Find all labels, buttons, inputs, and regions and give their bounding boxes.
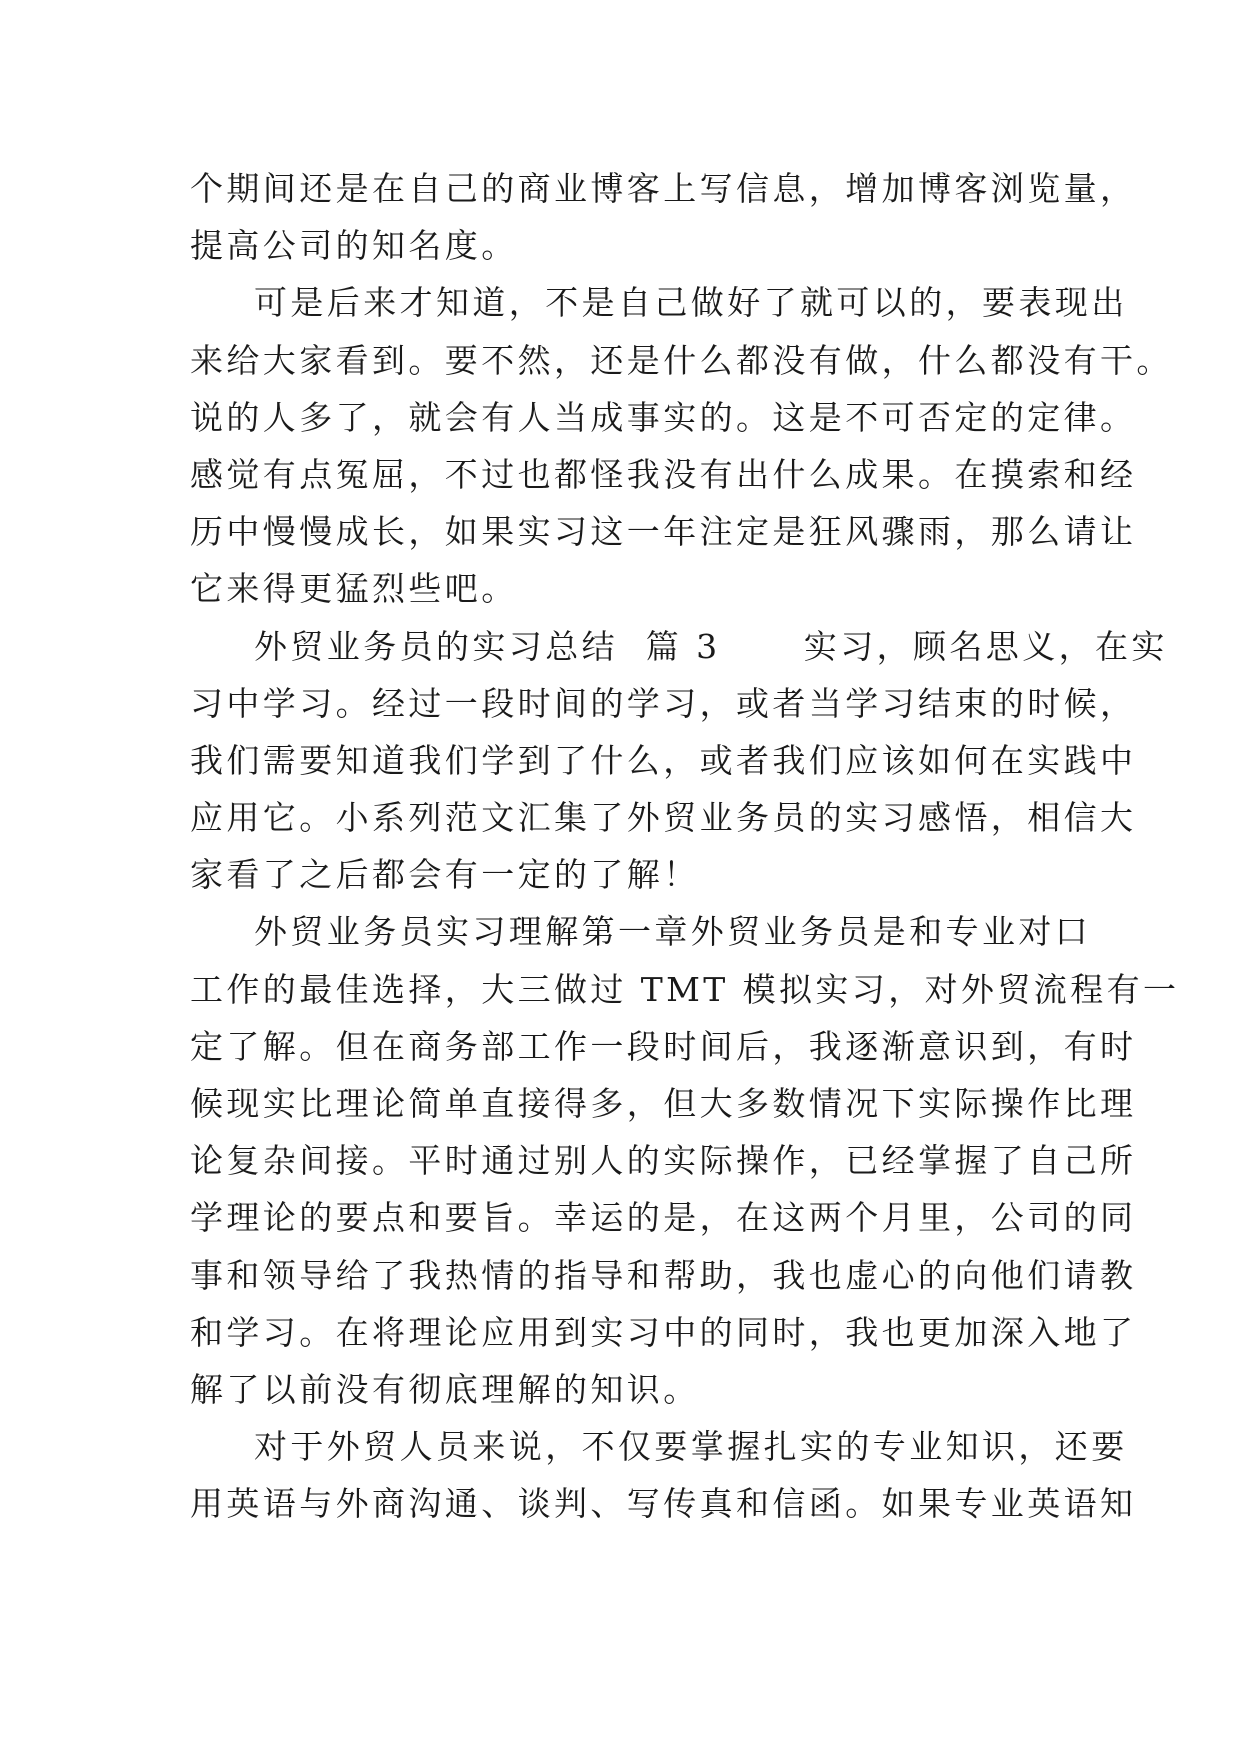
text-line: 提高公司的知名度。	[190, 226, 518, 266]
paragraph-start-line: 对于外贸人员来说，不仅要掌握扎实的专业知识，还要	[254, 1427, 1128, 1467]
paragraph-start-line: 外贸业务员实习理解第一章外贸业务员是和专业对口	[254, 912, 1092, 952]
paragraph-start-line: 可是后来才知道，不是自己做好了就可以的，要表现出	[254, 283, 1128, 323]
text-line: 候现实比理论简单直接得多，但大多数情况下实际操作比理	[190, 1084, 1137, 1123]
text-line: 感觉有点冤屈，不过也都怪我没有出什么成果。在摸索和经	[190, 454, 1137, 494]
text-line: 习中学习。经过一段时间的学习，或者当学习结束的时候，	[190, 683, 1137, 723]
text-line: 解了以前没有彻底理解的知识。	[190, 1369, 700, 1409]
text-line: 历中慢慢成长，如果实习这一年注定是狂风骤雨，那么请让	[190, 512, 1137, 552]
text-line: 事和领导给了我热情的指导和帮助，我也虚心的向他们请教	[190, 1255, 1137, 1295]
text-line: 它来得更猛烈些吧。	[190, 569, 518, 609]
text-line: 工作的最佳选择，大三做过 TMT 模拟实习，对外贸流程有一	[190, 969, 1180, 1009]
text-line: 我们需要知道我们学到了什么，或者我们应该如何在实践中	[190, 740, 1137, 780]
section-heading-line: 外贸业务员的实习总结 篇 3 实习，顾名思义，在实	[254, 626, 1168, 666]
text-line: 应用它。小系列范文汇集了外贸业务员的实习感悟，相信大	[190, 798, 1137, 838]
text-line: 说的人多了，就会有人当成事实的。这是不可否定的定律。	[190, 397, 1137, 437]
text-line: 和学习。在将理论应用到实习中的同时，我也更加深入地了	[190, 1312, 1137, 1352]
text-line: 个期间还是在自己的商业博客上写信息，增加博客浏览量，	[190, 169, 1137, 208]
text-line: 家看了之后都会有一定的了解！	[190, 855, 700, 895]
text-line: 来给大家看到。要不然，还是什么都没有做，什么都没有干。	[190, 340, 1173, 380]
document-body	[190, 160, 1180, 1533]
text-line: 论复杂间接。平时通过别人的实际操作，已经掌握了自己所	[190, 1141, 1137, 1181]
text-line: 定了解。但在商务部工作一段时间后，我逐渐意识到，有时	[190, 1026, 1137, 1066]
text-line: 用英语与外商沟通、谈判、写传真和信函。如果专业英语知	[190, 1484, 1137, 1524]
text-line: 学理论的要点和要旨。幸运的是，在这两个月里，公司的同	[190, 1198, 1137, 1238]
